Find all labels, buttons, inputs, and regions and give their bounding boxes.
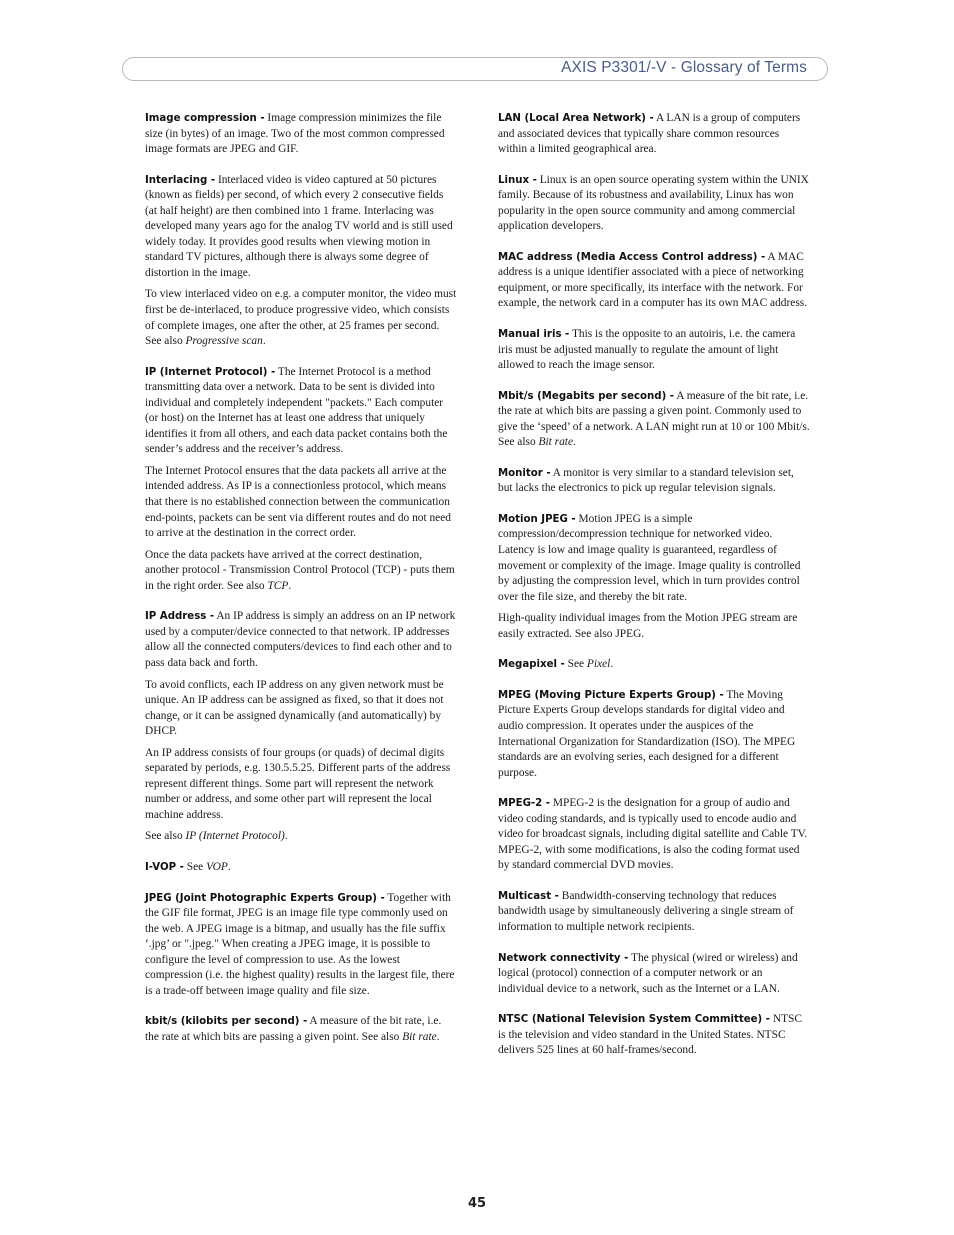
entry-mpeg [498,688,810,781]
entry-i-vop [145,860,457,876]
cross-reference: Pixel [586,658,611,671]
cross-reference: VOP [206,860,228,873]
entry-manual-iris [498,327,810,374]
entry-paragraph [145,829,457,845]
cross-reference: Bit rate [402,1030,437,1043]
definition-text: A MAC address is a unique identifier associated with a piece of networking equipment, or more specifically, its interface with the network. For example, the network card in a computer has its own MAC address. [498,250,808,310]
cross-reference: Bit rate [538,436,573,449]
entry-ip-address [145,609,457,845]
entry-paragraph [145,548,457,595]
entry-paragraph [498,389,810,451]
entry-lan [498,111,810,158]
definition-text: NTSC is the television and video standard in the United States. NTSC delivers 525 lines at 60 half-frames/second. [498,1013,802,1057]
entry-mpeg-2 [498,796,810,874]
term-heading: Mbit/s (Megabits per second) - [498,390,675,402]
definition-text: Image compression minimizes the file size (in bytes) of an image. Two of the most common compressed image formats are JPEG and GIF. [145,112,445,156]
punctuation: . [227,860,231,873]
term-heading: Motion JPEG - [498,513,576,525]
entry-kbits [145,1014,457,1045]
entry-multicast [498,889,810,936]
definition-text: See [567,658,585,671]
entry-linux [498,173,810,235]
entry-paragraph [145,287,457,349]
definition-text: See [186,860,204,873]
definition-text: Interlaced video is video captured at 50 pictures (known as fields) per second, of which every 2 consecutive fields (at half height) are then combined into 1 frame. Interlacing was developed many years ago for the analog TV world and is still used widely today. It provides good results when viewing motion in standard TV pictures, although there is always some degree of distortion in the image. [145,173,453,279]
definition-text: A LAN is a group of computers and associated devices that typically share common resources within a limited geographical area. [498,112,801,156]
punctuation: . [573,436,576,449]
entry-paragraph [145,111,457,158]
entry-paragraph [498,173,810,235]
term-heading: Image compression - [145,113,265,124]
page-number: 45 [467,1196,487,1211]
entry-megapixel [498,657,810,673]
punctuation: . [436,1030,440,1043]
entry-paragraph [498,512,810,605]
definition-text: To view interlaced video on e.g. a computer monitor, the video must first be de-interlaced, to produce progressive video, which consists of complete images, one after the other, at 25 frames per second. See also [145,288,457,348]
entry-paragraph [498,250,810,312]
definition-text: A measure of the bit rate, i.e. the rate at which bits are passing a given point. Commonly used to give the ‘speed’ of a network. A LAN might run at 10 or 100 Mbit/s. See also [498,389,810,449]
entry-motion-jpeg [498,512,810,642]
entry-image-compression [145,111,457,158]
term-heading: I-VOP - [145,861,184,873]
right-column [498,111,810,1074]
term-heading: Megapixel - [498,659,565,671]
term-heading: Monitor - [498,467,551,479]
definition-text: An IP address is simply an address on an IP network used by a computer/device connected to that network. IP addresses allow all the connected computers/devices to find each other and to pass data back and forth. [145,610,456,669]
definition-text: Once the data packets have arrived at the correct destination, another protocol - Transmission Control Protocol (TCP) - puts them in the right order. See also [145,548,455,592]
term-heading: JPEG (Joint Photographic Experts Group) - [145,892,385,904]
entry-ntsc [498,1012,810,1059]
entry-paragraph [498,327,810,374]
punctuation: . [610,658,614,671]
definition-text: Motion JPEG is a simple compression/decompression technique for networked video. Latency is low and image quality is guaranteed, regardless of movement or complexity of the image. Image quality is controlled by adjusting the compression level, which in turn provides control over the file size, and thereby the bit rate. [498,512,801,603]
cross-reference: IP (Internet Protocol) [185,830,285,843]
punctuation: . [284,830,288,843]
definition-text: The Internet Protocol is a method transmitting data over a network. Data to be sent is divided into individual and completely independent "packets." Each computer (or host) on the Internet has at least one address that uniquely identifies it from all others, and each data packet contains both the sender’s address and the receiver’s address. [145,365,448,456]
term-heading: NTSC (National Television System Committee) - [498,1014,770,1026]
definition-text: A measure of the bit rate, i.e. the rate at which bits are passing a given point. See also [145,1015,442,1043]
entry-paragraph [498,889,810,936]
cross-reference: TCP [267,579,289,592]
entry-paragraph [498,1012,810,1059]
term-heading: kbit/s (kilobits per second) - [145,1016,308,1028]
entry-paragraph [498,111,810,158]
term-heading: Linux - [498,174,537,186]
entry-interlacing [145,173,457,350]
punctuation: . [262,335,266,348]
definition-text: Bandwidth-conserving technology that reduces bandwidth usage by simultaneously delivering a single stream of information to multiple network recipients. [498,889,794,933]
term-heading: Network connectivity - [498,952,629,964]
page-header-title: AXIS P3301/-V - Glossary of Terms [561,59,807,76]
definition-text: A monitor is very similar to a standard television set, but lacks the electronics to pick up regular television signals. [498,466,794,495]
term-heading: IP (Internet Protocol) - [145,366,276,378]
punctuation: . [288,579,292,592]
entry-paragraph: The Internet Protocol ensures that the data packets all arrive at the intended address. As IP is a connectionless protocol, which means that there is no established connection between the communication end-points, packets can be sent via different routes and do not need to arrive at the destination in the correct order. [145,464,451,540]
entry-paragraph: To avoid conflicts, each IP address on any given network must be unique. An IP address can be assigned as fixed, so that it does not change, or it can be assigned dynamically (and automatically) by DHCP. [145,678,444,738]
definition-text: See also [145,830,183,843]
term-heading: Manual iris - [498,329,570,341]
entry-paragraph [145,365,457,458]
term-heading: MAC address (Media Access Control address) - [498,251,766,263]
term-heading: MPEG-2 - [498,798,551,810]
entry-paragraph [498,688,810,781]
definition-text: This is the opposite to an autoiris, i.e. the camera iris must be adjusted manually to regulate the amount of light allowed to reach the image sensor. [498,328,796,372]
entry-network-connectivity [498,951,810,998]
entry-paragraph [498,951,810,998]
term-heading: IP Address - [145,611,215,623]
definition-text: The Moving Picture Experts Group develops standards for digital video and audio compression. It operates under the auspices of the International Organization for Standardization (ISO). The MPEG standards are an evolving series, each designed for a different purpose. [498,688,796,779]
entry-mbits [498,389,810,451]
entry-paragraph [498,657,810,673]
entry-paragraph [145,1014,457,1045]
left-column [145,111,457,1060]
entry-mac-address [498,250,810,312]
term-heading: LAN (Local Area Network) - [498,113,654,124]
entry-paragraph [145,609,457,671]
term-heading: MPEG (Moving Picture Experts Group) - [498,689,724,701]
entry-paragraph [145,860,457,876]
entry-paragraph [498,466,810,497]
entry-paragraph: An IP address consists of four groups (or quads) of decimal digits separated by periods, e.g. 130.5.5.25. Different parts of the address represent different things. Some part will represent the network number or address, and some other part will represent the local machine address. [145,746,451,821]
entry-paragraph [145,891,457,1000]
entry-paragraph [498,796,810,874]
cross-reference: Progressive scan [185,335,263,348]
entry-monitor [498,466,810,497]
definition-text: MPEG-2 is the designation for a group of audio and video coding standards, and is typically used to encode audio and video for broadcast signals, including digital satellite and Cable TV. MPEG-2, with some modifications, is also the coding format used by standard commercial DVD movies. [498,797,808,872]
definition-text: Linux is an open source operating system within the UNIX family. Because of its robustness and availability, Linux has won popularity in the open source community and among commercial application developers. [498,173,809,233]
entry-paragraph: High-quality individual images from the Motion JPEG stream are easily extracted. See also JPEG. [498,612,798,640]
definition-text: The physical (wired or wireless) and logical (protocol) connection of a computer network or an individual device to a network, such as the Internet or a LAN. [498,951,798,995]
entry-ip [145,365,457,595]
definition-text: Together with the GIF file format, JPEG is an image file type commonly used on the web. A JPEG image is a bitmap, and usually has the file suffix ‘.jpg’ or ".jpeg." When creating a JPEG image, it is possible to configure the level of compression to use. As the lowest compression (i.e. the highest quality) results in the largest file, there is a trade-off between image quality and file size. [145,891,455,997]
term-heading: Multicast - [498,890,559,902]
entry-paragraph [145,173,457,282]
term-heading: Interlacing - [145,174,216,186]
entry-jpeg [145,891,457,1000]
